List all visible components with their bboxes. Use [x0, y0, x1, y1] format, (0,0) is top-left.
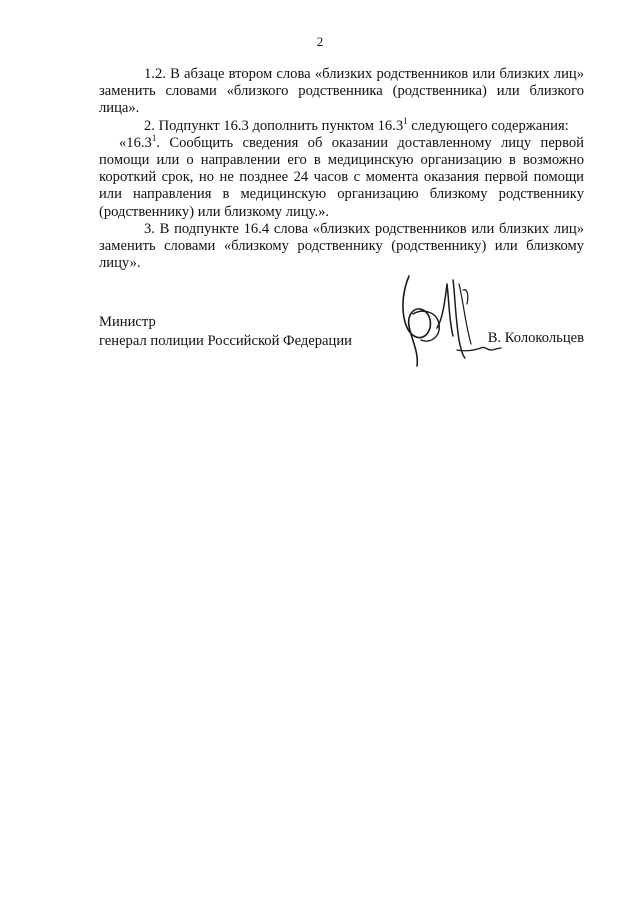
paragraph-2-tail: следующего содержания: [407, 117, 569, 134]
paragraph-16-3-1 [99, 132, 584, 221]
paragraph-2 [99, 115, 584, 135]
paragraph-2-superscript: 1 [403, 115, 408, 126]
paragraph-16-3-1-prefix: «16.3 [119, 134, 152, 151]
signer-name: В. Колокольцев [487, 330, 584, 346]
page-number: 2 [316, 34, 324, 49]
paragraph-16-3-1-superscript: 1 [151, 132, 157, 143]
handwritten-signature [397, 270, 507, 370]
signer-position-title: Министр [99, 314, 156, 330]
paragraph-3: 3. В подпункте 16.4 слова «близких родственников или близких лиц» заменить словами «близкому родственнику (родственнику) или близкому лицу». [99, 220, 584, 272]
paragraph-16-3-1-text: . Сообщить сведения об оказании доставленному лицу первой помощи или о направлении его в медицинскую организацию в возможно короткий срок, но не позднее 24 часов с момента оказания первой помощи или направления в медицинскую организацию близкому родственнику (родственнику) или близкому лицу.». [99, 134, 584, 220]
paragraph-2-text: 2. Подпункт 16.3 дополнить пунктом 16.3 [144, 117, 404, 134]
document-body [99, 66, 584, 272]
signer-position-rank: генерал полиции Российской Федерации [99, 333, 352, 349]
paragraph-1-2: 1.2. В абзаце втором слова «близких родственников или близких лиц» заменить словами «близкого родственника (родственника) или близкого лица». [99, 66, 584, 117]
